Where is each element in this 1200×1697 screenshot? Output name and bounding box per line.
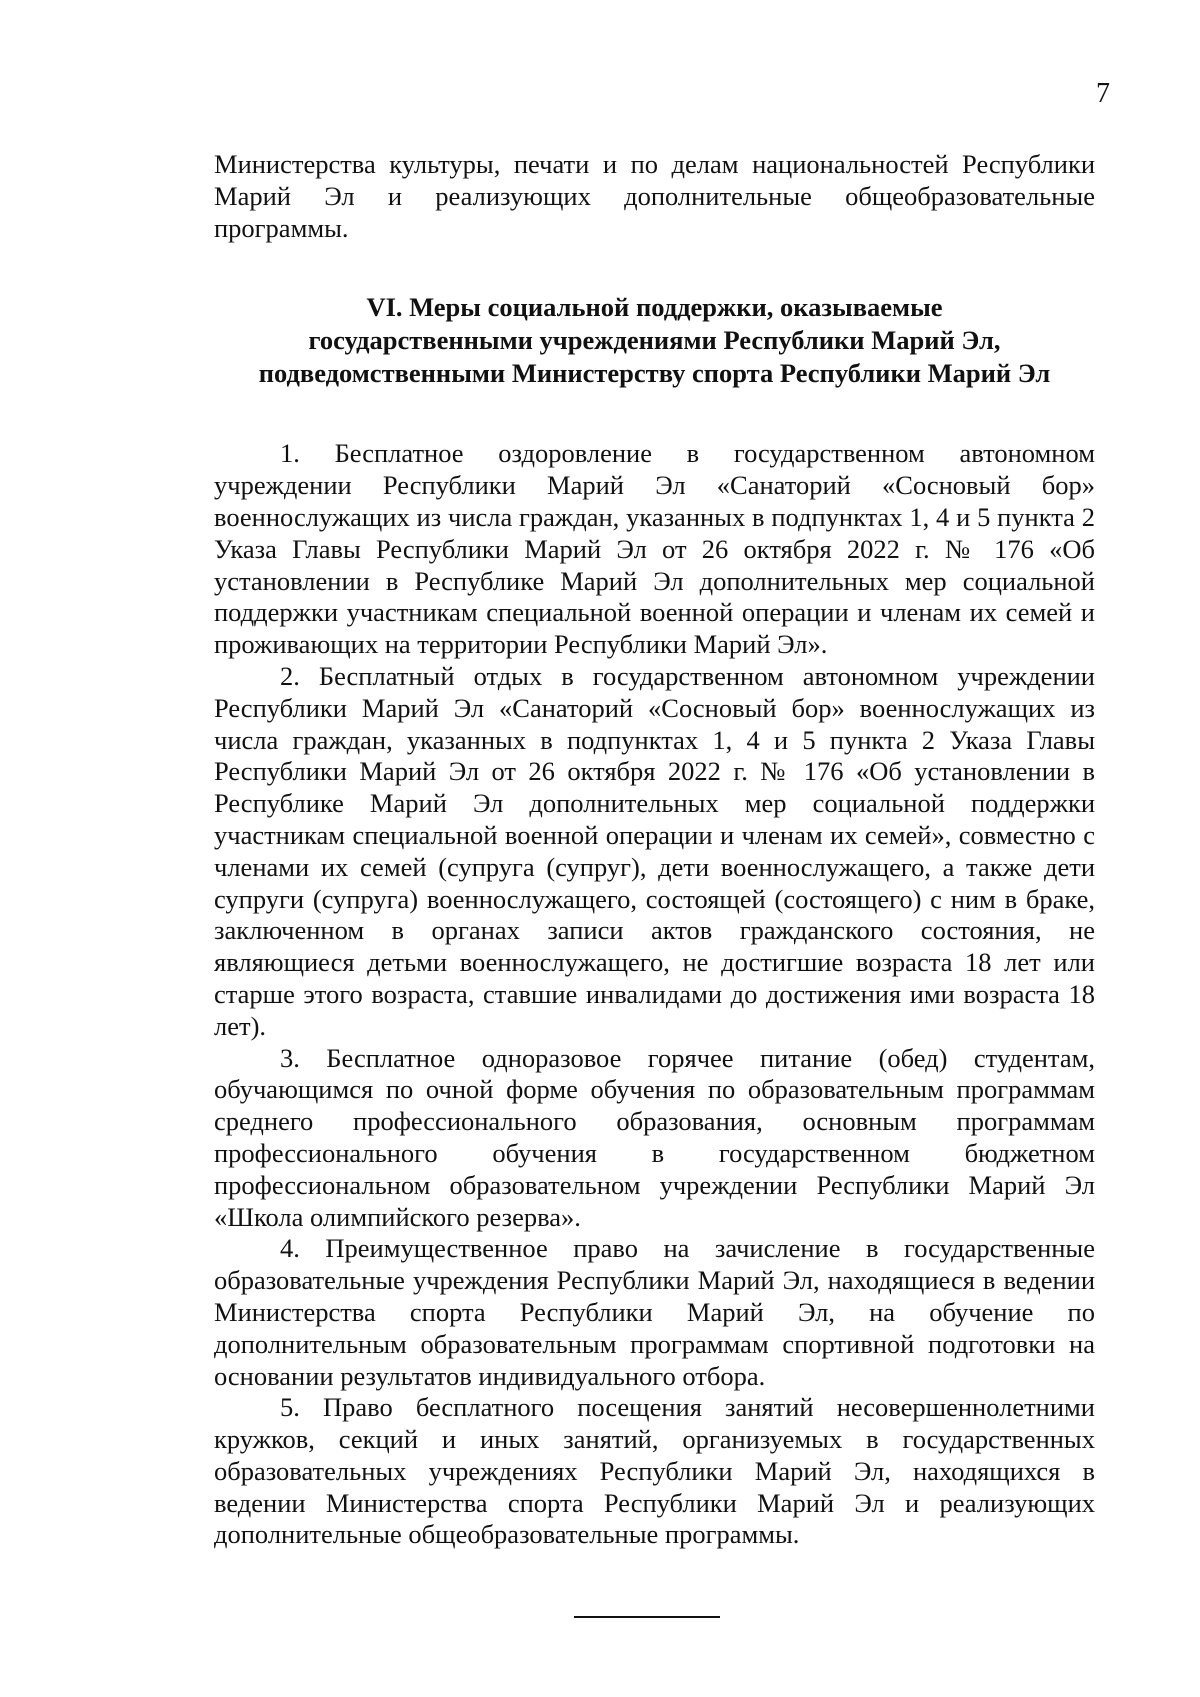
list-item: 4. Преимущественное право на зачисление в государственные образовательные учреждения Республики Марий Эл, находящиеся в ведении Министерства спорта Республики Марий Эл, на обучение по дополнительным образовательным программам спортивной подготовки на основании результатов индивидуального отбора. <box>214 1233 1095 1391</box>
section-heading-line: государственными учреждениями Республики Марий Эл, <box>308 325 1001 356</box>
list-item: 5. Право бесплатного посещения занятий несовершеннолетними кружков, секций и иных занятий, организуемых в государственных образовательных учреждениях Республики Марий Эл, находящихся в ведении Министерства спорта Республики Марий Эл и реализующих дополнительные общеобразовательные программы. <box>214 1392 1095 1550</box>
page-number: 7 <box>1096 78 1110 109</box>
section-heading <box>214 291 1095 390</box>
section-heading-line: подведомственными Министерству спорта Республики Марий Эл <box>258 358 1051 389</box>
end-separator-line <box>574 1616 720 1618</box>
list-item: 2. Бесплатный отдых в государственном автономном учреждении Республики Марий Эл «Санаторий «Сосновый бор» военнослужащих из числа граждан, указанных в подпунктах 1, 4 и 5 пункта 2 Указа Главы Республики Марий Эл от 26 октября 2022 г. № 176 «Об установлении в Республике Марий Эл дополнительных мер социальной поддержки участникам специальной военной операции и членам их семей», совместно с членами их семей (супруга (супруг), дети военнослужащего, а также дети супруги (супруга) военнослужащего, состоящей (состоящего) с ним в браке, заключенном в органах записи актов гражданского состояния, не являющиеся детьми военнослужащего, не достигшие возраста 18 лет или старше этого возраста, ставшие инвалидами до достижения ими возраста 18 лет). <box>214 660 1095 1041</box>
document-body <box>214 149 1095 1551</box>
section-heading-line: VI. Меры социальной поддержки, оказываемые <box>366 292 943 323</box>
list-item: 3. Бесплатное одноразовое горячее питание (обед) студентам, обучающимся по очной форме обучения по образовательным программам среднего профессионального образования, основным программам профессионального обучения в государственном бюджетном профессиональном образовательном учреждении Республики Марий Эл «Школа олимпийского резерва». <box>214 1042 1095 1232</box>
list-item: 1. Бесплатное оздоровление в государственном автономном учреждении Республики Марий Эл «Санаторий «Сосновый бор» военнослужащих из числа граждан, указанных в подпунктах 1, 4 и 5 пункта 2 Указа Главы Республики Марий Эл от 26 октября 2022 г. № 176 «Об установлении в Республике Марий Эл дополнительных мер социальной поддержки участникам специальной военной операции и членам их семей и проживающих на территории Республики Марий Эл». <box>214 438 1095 660</box>
intro-paragraph: Министерства культуры, печати и по делам национальностей Республики Марий Эл и реализующих дополнительные общеобразовательные программы. <box>214 149 1095 243</box>
